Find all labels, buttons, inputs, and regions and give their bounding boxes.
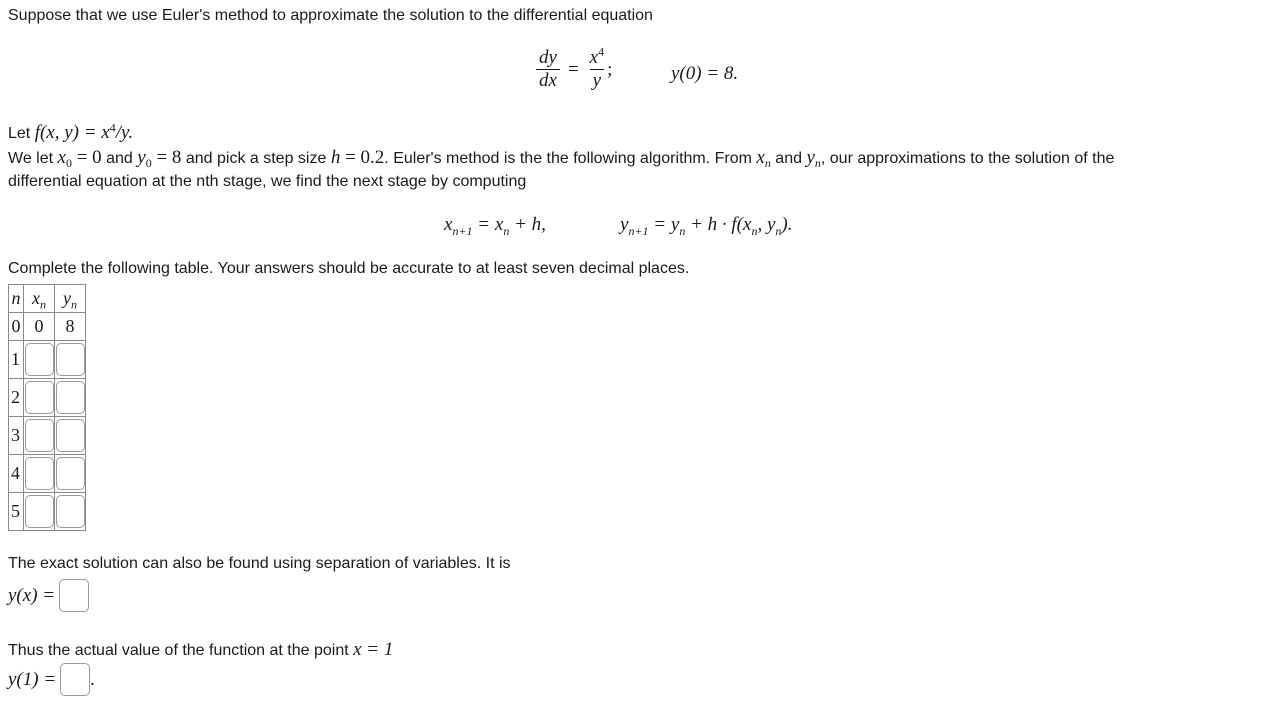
thus-text: Thus the actual value of the function at the point x = 1 <box>8 639 394 660</box>
row0-n: 0 <box>9 313 24 341</box>
row-n-label: 3 <box>9 417 24 455</box>
differential-equation: $\frac{dy}{dx}$ = $\frac{x^4}{y}$ ; <box>536 47 612 92</box>
x4-over-y-fraction <box>587 44 607 92</box>
y4-input[interactable] <box>56 457 85 490</box>
algorithm-paragraph-line2: differential equation at the nth stage, we find the next stage by computing <box>8 173 527 190</box>
x3-input[interactable] <box>25 419 54 452</box>
x-equals-1: x = 1 <box>353 639 394 660</box>
y5-input[interactable] <box>56 495 85 528</box>
x5-input[interactable] <box>25 495 54 528</box>
y1-label: y(1) = <box>8 668 57 690</box>
row-n-label: 5 <box>9 493 24 531</box>
x-recurrence: $x_{n+1} = x_n + h$, <box>444 214 546 238</box>
intro-text: Suppose that we use Euler's method to approximate the solution to the differential equation <box>8 7 653 24</box>
dx-den: dx <box>536 69 560 92</box>
y1-row <box>8 663 95 696</box>
header-xn: $x_n$ <box>24 285 55 313</box>
table-row-0 <box>9 313 86 341</box>
f-tail: /y. <box>115 122 134 143</box>
x1-input[interactable] <box>25 343 54 376</box>
y-recurrence: $y_{n+1} = y_n + h \cdot f(x_n$, $y_n$). <box>620 214 793 238</box>
y3-input[interactable] <box>56 419 85 452</box>
table-row <box>9 493 86 531</box>
y1-input[interactable] <box>60 663 90 696</box>
y1-period: . <box>90 668 95 690</box>
exact-solution-text: The exact solution can also be found using separation of variables. It is <box>8 555 511 572</box>
dy-num: dy <box>539 47 557 68</box>
x4-input[interactable] <box>25 457 54 490</box>
row0-y: 8 <box>55 313 86 341</box>
equals-sign: = <box>567 58 579 80</box>
initial-condition: y(0) = 8. <box>671 63 739 84</box>
x2-input[interactable] <box>25 381 54 414</box>
table-row <box>9 455 86 493</box>
dy-dx-fraction <box>536 47 560 92</box>
y1-input[interactable] <box>56 343 85 376</box>
table-row <box>9 379 86 417</box>
row-n-label: 2 <box>9 379 24 417</box>
y2-input[interactable] <box>56 381 85 414</box>
table-row <box>9 341 86 379</box>
let-line <box>8 122 133 144</box>
f-exp: 4 <box>109 120 116 135</box>
table-instruction: Complete the following table. Your answers should be accurate to at least seven decimal places. <box>8 260 690 277</box>
row0-x: 0 <box>24 313 55 341</box>
row-n-label: 4 <box>9 455 24 493</box>
header-n: n <box>9 285 24 313</box>
exact-solution-row <box>8 579 89 612</box>
table-row <box>9 417 86 455</box>
row-n-label: 1 <box>9 341 24 379</box>
x-base: x <box>589 47 599 68</box>
header-yn: $y_n$ <box>55 285 86 313</box>
y-den: y <box>590 69 604 92</box>
x-exp: 4 <box>598 44 605 59</box>
exact-solution-input[interactable] <box>59 579 89 612</box>
algorithm-paragraph-line1: We let $x_0 = 0$ and $y_0 = 8$ and pick a step size h = 0.2. Euler's method is the the following algorithm. From $x_n$ and $y_n$, our approximations to the solution of the <box>8 147 1115 171</box>
euler-table <box>8 284 86 531</box>
exact-label: y(x) = <box>8 584 56 606</box>
f-definition: f(x, y) = x <box>34 122 110 143</box>
table-header-row <box>9 285 86 313</box>
let-prefix: Let <box>8 125 35 142</box>
